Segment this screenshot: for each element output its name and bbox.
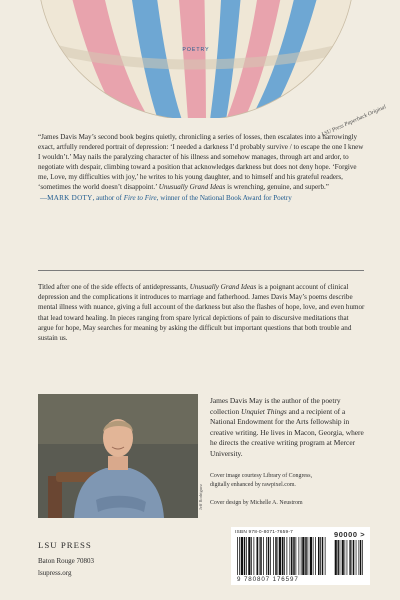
price-bar (352, 540, 353, 575)
barcode-bar (279, 537, 281, 575)
barcode-bar (273, 537, 274, 575)
barcode-bar (257, 537, 259, 575)
price-bar (342, 540, 344, 575)
barcode-bar (241, 537, 243, 575)
barcode-bar (260, 537, 262, 575)
price-code-digits: 90000 (334, 530, 358, 539)
quote-attribution (38, 193, 366, 203)
photo-credit: Jeff Rodriguez (198, 484, 203, 510)
barcode-bar (320, 537, 321, 575)
cover-globe-art (0, 0, 400, 118)
price-bar (356, 540, 357, 575)
bio-book-title: Unquiet Things (241, 406, 287, 416)
attribution-name: MARK DOTY (47, 194, 93, 203)
barcode-bar (278, 537, 279, 575)
publisher-name: LSU PRESS (38, 540, 92, 550)
price-code (334, 530, 365, 539)
price-bar (360, 540, 361, 575)
barcode-bar (322, 537, 324, 575)
barcode-bar (287, 537, 288, 575)
paperback-tagline: LSU Press Paperback Original (320, 104, 388, 139)
barcode-bar (266, 537, 267, 575)
attribution-book: Fire to Fire (123, 194, 157, 203)
bio-text-end: and a recipient of a National Endowment for the Arts fellowship in creative writing. He lives in Macon, Georgia, where he directs the creative writing program at Mercer University. (210, 406, 364, 458)
price-bar (362, 540, 363, 575)
blurb-quote (38, 132, 366, 203)
price-bar (349, 540, 350, 575)
price-bar (345, 540, 346, 575)
quote-text-end: is wrenching, genuine, and superb.” (225, 183, 329, 192)
quote-book-title: Unusually Grand Ideas (158, 183, 226, 192)
barcode-bar (290, 537, 291, 575)
attribution-mid: , author of (92, 194, 124, 203)
author-portrait-image (38, 394, 198, 518)
isbn-digits: 9 780807 176597 (237, 576, 299, 583)
barcode-bar (246, 537, 247, 575)
barcode-bar (237, 537, 238, 575)
barcode-bar (239, 537, 240, 575)
cover-design-credit: Cover design by Michelle A. Neustrom (210, 500, 303, 506)
price-bar (353, 540, 354, 575)
price-bar (359, 540, 360, 575)
price-bar (340, 540, 341, 575)
price-bar (347, 540, 348, 575)
description-book-title: Unusually Grand Ideas (189, 283, 257, 291)
price-bar (335, 540, 337, 575)
barcode-bar (315, 537, 316, 575)
barcode-bar (313, 537, 314, 575)
barcode-bar (296, 537, 297, 575)
description-text-end: is a poignant account of clinical depression and the complications it introduces to marriage and fatherhood. James Davis May’s poems describe mental illness with nuance, giving a full account of the darkness but also the flashes of hope, love, and even humor that lead toward healing. In pieces ranging from spare lyrical depictions of pain to discursive meditations that argue for hope, May searches for meaning by asking the difficult but important questions that both trouble and sustain us. (38, 283, 365, 343)
cover-image-credit-line1: Cover image courtesy Library of Congress, (210, 473, 313, 479)
barcode-bar (270, 537, 271, 575)
publisher-website: lsupress.org (38, 569, 72, 577)
barcode-bar (254, 537, 255, 575)
barcode-bar (284, 537, 285, 575)
barcode-bar (318, 537, 320, 575)
price-arrow: > (360, 530, 366, 539)
barcode-bar (293, 537, 295, 575)
bio-text: James Davis May is the author of the poetry collection (210, 396, 341, 416)
barcode-bar (268, 537, 270, 575)
globe-label: POETRY (182, 47, 210, 53)
barcode-bar (302, 537, 304, 575)
author-photo (38, 394, 198, 518)
description-text: Titled after one of the side effects of antidepressants, (38, 283, 190, 291)
quote-text: “James Davis May’s second book begins quietly, chronicling a series of losses, then escalates into a harrowingly exact, artfully rendered portrait of depression: ‘I needed a darkness I’d probably survive / to escape the one I knew I wouldn’t.’ May nails the paralyzing character of his illness and somehow manages, through art and ardor, to negotiate with despair, climbing toward a position that acknowledges darkness but does not deny hope. ‘Forgive me, Love, my difficulties with joy,’ he writes to his young daughter, and to himself and his grateful readers, ‘sometimes the world doesn’t disappoint.’ (38, 133, 364, 192)
barcode-bar (291, 537, 293, 575)
book-description (38, 282, 366, 343)
barcode-bar (282, 537, 284, 575)
barcode-bar (308, 537, 309, 575)
barcode-bar (263, 537, 264, 575)
price-bar (338, 540, 339, 575)
barcode-bar (275, 537, 277, 575)
cover-image-credit (210, 472, 366, 490)
attribution-end: , winner of the National Book Award for Poetry (156, 194, 292, 203)
barcode-bar (310, 537, 312, 575)
publisher-city: Baton Rouge 70803 (38, 557, 94, 565)
barcode-bar (248, 537, 250, 575)
barcode-bar (301, 537, 302, 575)
barcode-bar (299, 537, 300, 575)
barcode-bar (325, 537, 326, 575)
isbn-label: ISBN 978-0-8071-7659-7 (235, 530, 293, 535)
barcode-bar (244, 537, 246, 575)
barcode-bar (305, 537, 307, 575)
isbn-barcode (231, 527, 370, 585)
section-divider (38, 270, 364, 271)
globe-illustration (0, 0, 400, 118)
attribution-dash: — (40, 194, 48, 203)
cover-image-credit-line2: digitally enhanced by rawpixel.com. (210, 481, 296, 488)
barcode-bar (251, 537, 252, 575)
barcode-bar (259, 537, 260, 575)
author-bio (210, 396, 366, 459)
